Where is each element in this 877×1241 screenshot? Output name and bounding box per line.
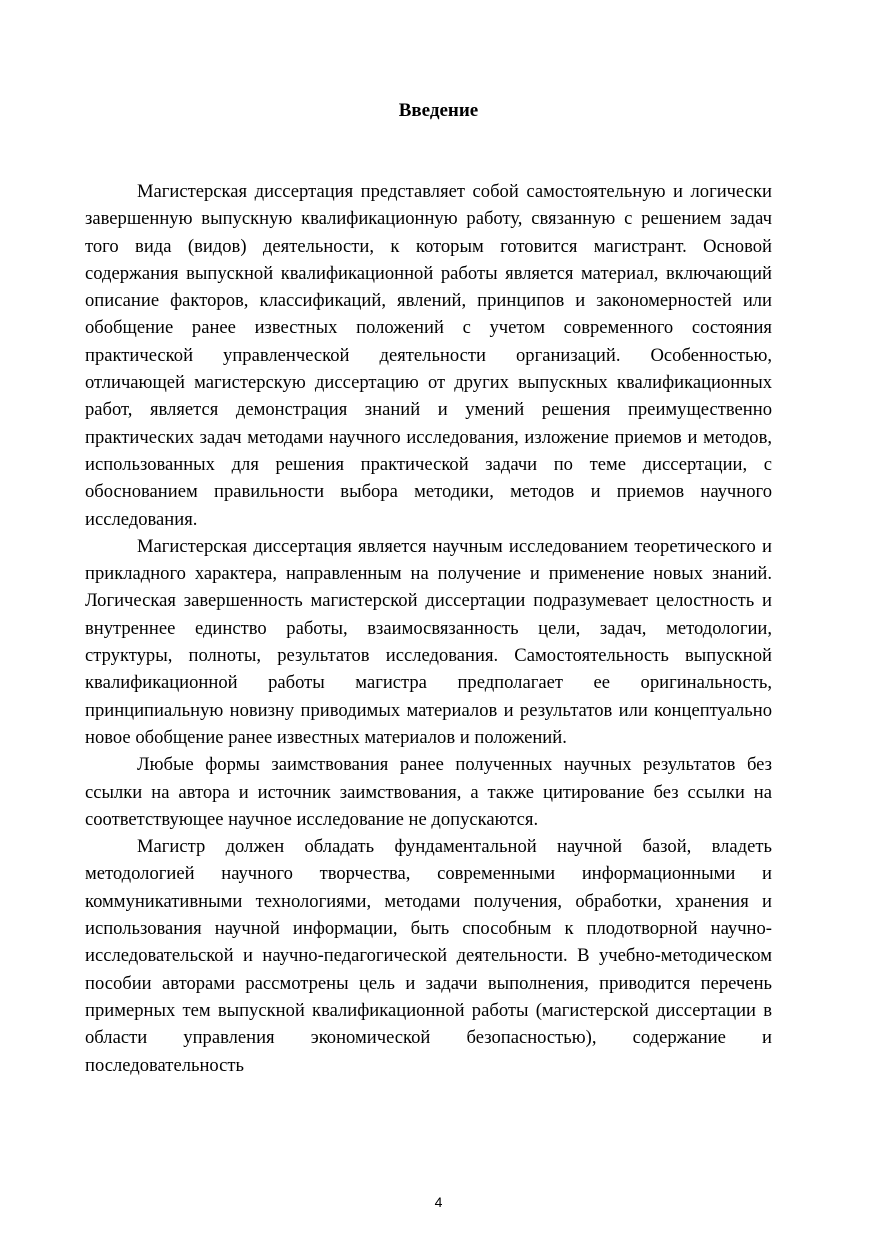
- paragraph-2: Магистерская диссертация является научным исследованием теоретического и прикладного характера, направленным на получение и применение новых знаний. Логическая завершенность магистерской диссертации подразумевает целостность и внутреннее единство работы, взаимосвязанность цели, задач, методологии, структуры, полноты, результатов исследования. Самостоятельность выпускной квалификационной работы магистра предполагает ее оригинальность, принципиальную новизну приводимых материалов и результатов или концептуально новое обобщение ранее известных материалов и положений.: [85, 535, 772, 748]
- paragraph-3: Любые формы заимствования ранее полученных научных результатов без ссылки на автора и источник заимствования, а также цитирование без ссылки на соответствующее научное исследование не допускаются.: [85, 754, 772, 830]
- body-text: [85, 178, 772, 1079]
- paragraph-1: Магистерская диссертация представляет собой самостоятельную и логически завершенную выпускную квалификационную работу, связанную с решением задач того вида (видов) деятельности, к которым готовится магистрант. Основой содержания выпускной квалификационной работы является материал, включающий описание факторов, классификаций, явлений, принципов и закономерностей или обобщение ранее известных положений с учетом современного состояния практической управленческой деятельности организаций. Особенностью, отличающей магистерскую диссертацию от других выпускных квалификационных работ, является демонстрация знаний и умений решения преимущественно практических задач методами научного исследования, изложение приемов и методов, использованных для решения практической задачи по теме диссертации, с обоснованием правильности выбора методики, методов и приемов научного исследования.: [85, 181, 772, 530]
- paragraph-4: Магистр должен обладать фундаментальной научной базой, владеть методологией научного творчества, современными информационными и коммуникативными технологиями, методами получения, обработки, хранения и использования научной информации, быть способным к плодотворной научно-исследовательской и научно-педагогической деятельности. В учебно-методическом пособии авторами рассмотрены цель и задачи выполнения, приводится перечень примерных тем выпускной квалификационной работы (магистерской диссертации в области управления экономической безопасностью), содержание и последовательность: [85, 836, 772, 1076]
- page-title: Введение: [398, 100, 479, 121]
- page-number: 4: [434, 1194, 443, 1210]
